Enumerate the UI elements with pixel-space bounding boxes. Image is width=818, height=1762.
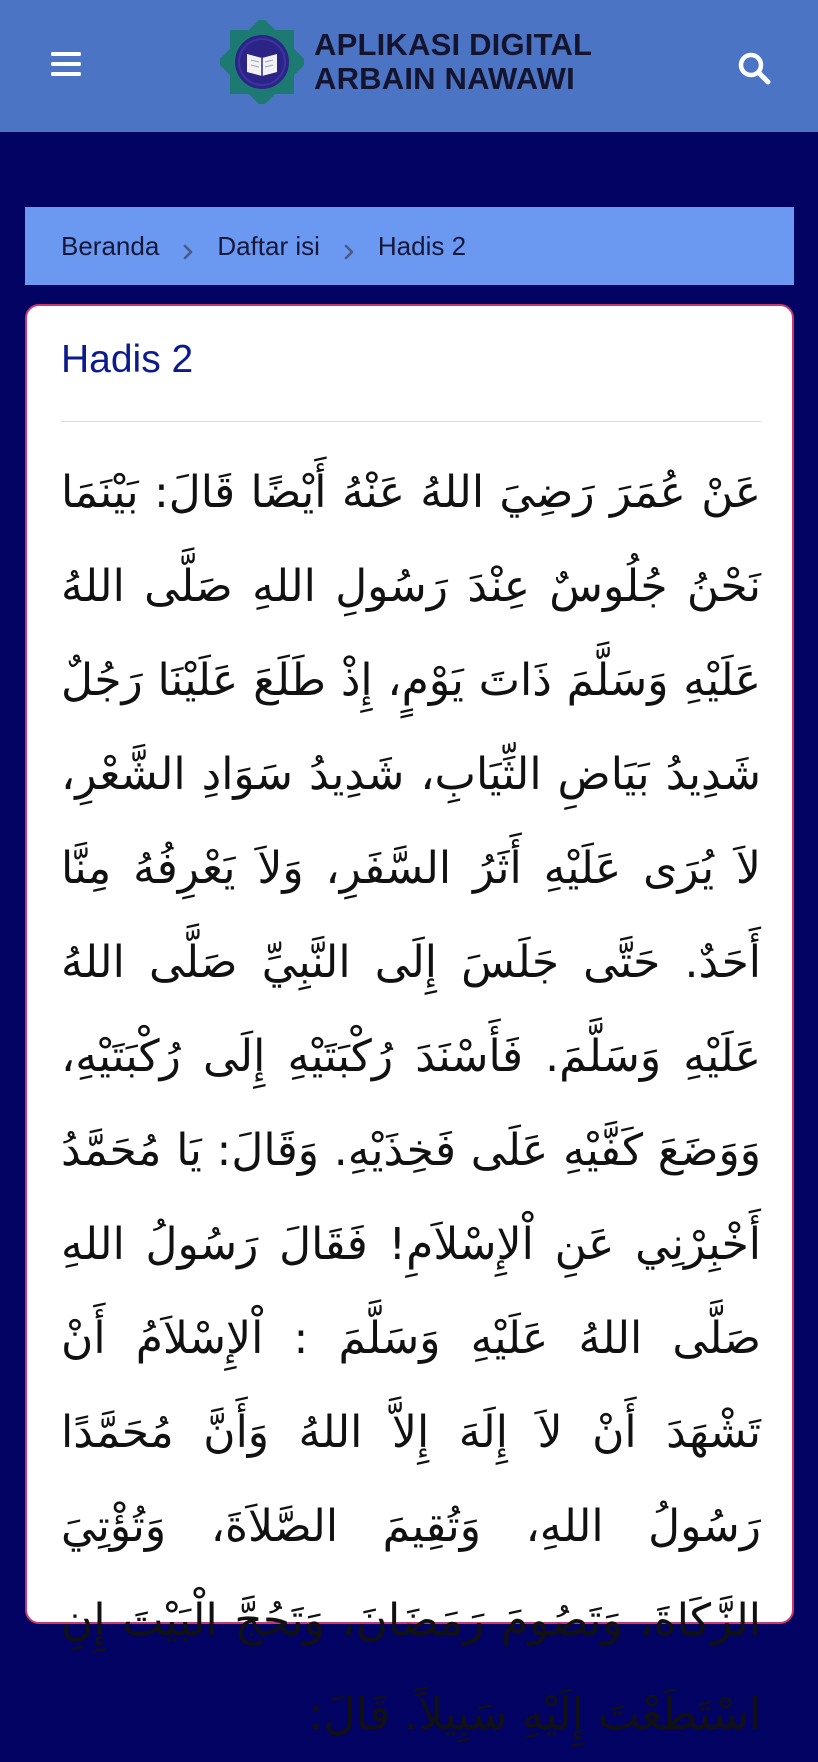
- breadcrumb-current-page: Hadis 2: [377, 230, 467, 261]
- search-icon[interactable]: [732, 46, 776, 90]
- app-title: [314, 28, 592, 96]
- chevron-right-icon: [340, 237, 358, 255]
- hadith-arabic-text: عَنْ عُمَرَ رَضِيَ اللهُ عَنْهُ أَيْضًا قَالَ: بَيْنَمَا نَحْنُ جُلُوسٌ عِنْدَ رَسُولِ اللهِ صَلَّى اللهُ عَلَيْهِ وَسَلَّمَ ذَاتَ يَوْمٍ، إِذْ طَلَعَ عَلَيْنَا رَجُلٌ شَدِيدُ بَيَاضِ الثِّيَابِ، شَدِيدُ سَوَادِ الشَّعْرِ، لاَ يُرَى عَلَيْهِ أَثَرُ السَّفَرِ، وَلاَ يَعْرِفُهُ مِنَّا أَحَدٌ. حَتَّى جَلَسَ إِلَى النَّبِيِّ صَلَّى اللهُ عَلَيْهِ وَسَلَّمَ. فَأَسْنَدَ رُكْبَتَيْهِ إِلَى رُكْبَتَيْهِ، وَوَضَعَ كَفَّيْهِ عَلَى فَخِذَيْهِ. وَقَالَ: يَا مُحَمَّدُ أَخْبِرْنِي عَنِ اْلإِسْلاَمِ! فَقَالَ رَسُولُ اللهِ صَلَّى اللهُ عَلَيْهِ وَسَلَّمَ : اْلإِسْلاَمُ أَنْ تَشْهَدَ أَنْ لاَ إِلَهَ إِلاَّ اللهُ وَأَنَّ مُحَمَّدًا رَسُولُ اللهِ، وَتُقِيمَ الصَّلاَةَ، وَتُؤْتِيَ الزَّكَاةَ، وَتَصُومَ رَمَضَانَ، وَتَحُجَّ الْبَيْتَ إِنِ اسْتَطَعْتَ إِلَيْهِ سَبِيلاً. قَالَ:: [61, 467, 761, 1740]
- hadith-card: [25, 304, 794, 1740]
- chevron-right-icon: [179, 237, 197, 255]
- breadcrumb-contents-link[interactable]: Daftar isi: [217, 230, 320, 261]
- hadith-title: Hadis 2: [61, 338, 194, 381]
- title-divider: [61, 421, 761, 422]
- breadcrumb-home-link[interactable]: Beranda: [61, 230, 160, 261]
- app-header: [0, 0, 818, 132]
- app-title-line-2: ARBAIN NAWAWI: [314, 61, 575, 96]
- breadcrumb: [25, 207, 794, 285]
- app-logo-icon: [220, 20, 304, 104]
- hamburger-menu-icon[interactable]: [46, 44, 86, 84]
- app-title-line-1: APLIKASI DIGITAL: [314, 27, 593, 62]
